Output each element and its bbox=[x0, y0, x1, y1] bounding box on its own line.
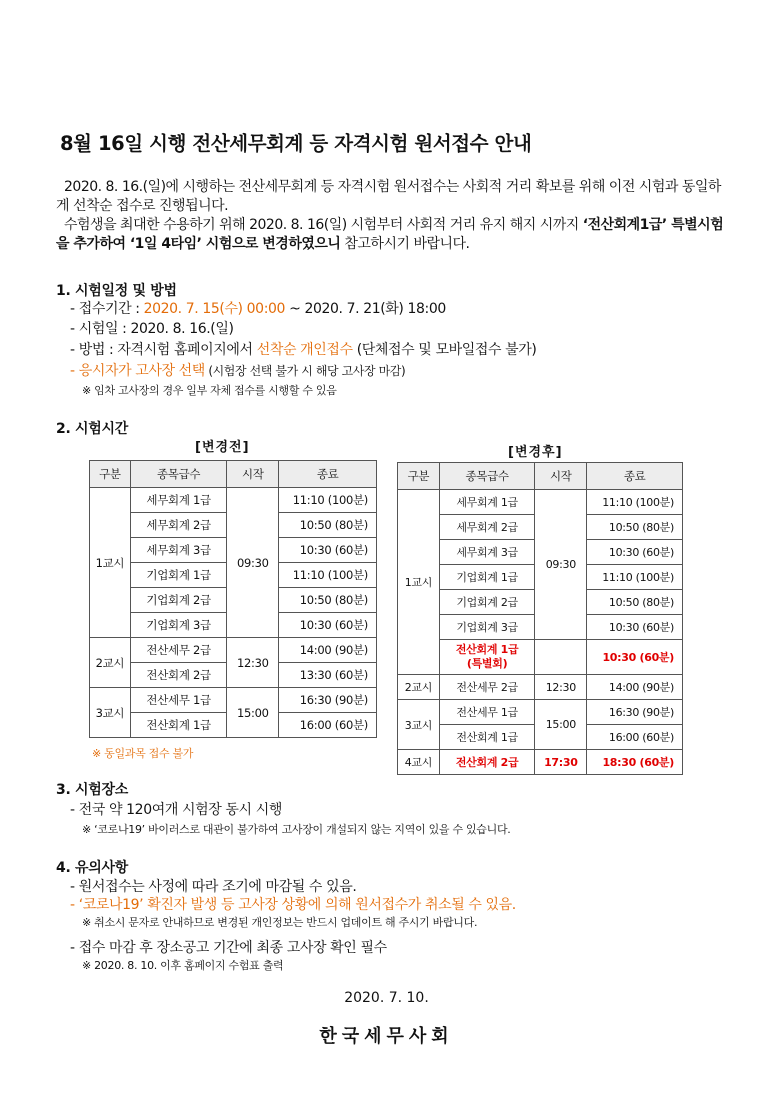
end-cell bbox=[587, 490, 683, 515]
end-cell bbox=[279, 663, 377, 688]
end-cell bbox=[279, 488, 377, 513]
end-cell bbox=[279, 538, 377, 563]
subject-cell: 전산세무 2급 bbox=[130, 638, 227, 663]
s1-line-period bbox=[70, 298, 446, 318]
s1-note: ※ 임차 고사장의 경우 일부 자체 접수를 시행할 수 있음 bbox=[82, 384, 337, 397]
duration: (80분) bbox=[642, 521, 674, 534]
end-time: 10:30 bbox=[299, 618, 332, 632]
end-cell bbox=[279, 563, 377, 588]
start-cell: 09:30 bbox=[535, 490, 587, 640]
subject-cell: 기업회계 2급 bbox=[130, 588, 227, 613]
end-cell bbox=[587, 675, 683, 700]
table-row bbox=[90, 638, 377, 663]
after-table-caption: [변경후] bbox=[508, 445, 563, 460]
subject-cell: 세무회계 3급 bbox=[439, 540, 535, 565]
duration: (60분) bbox=[334, 543, 368, 557]
end-cell bbox=[587, 615, 683, 640]
section-3-heading: 3. 시험장소 bbox=[56, 782, 128, 798]
duration: (100분) bbox=[327, 568, 368, 582]
duration: (80분) bbox=[334, 593, 368, 607]
duration: (60분) bbox=[642, 546, 674, 559]
special-label: (특별회) bbox=[466, 657, 508, 670]
start-cell: 12:30 bbox=[535, 675, 587, 700]
end-cell bbox=[279, 588, 377, 613]
end-time: 11:10 bbox=[602, 496, 633, 509]
table-row bbox=[90, 688, 377, 713]
start-cell: 09:30 bbox=[227, 488, 279, 638]
s1-line-select-tail: (시험장 선택 불가 시 해당 고사장 마감) bbox=[204, 364, 406, 378]
special-subject-cell bbox=[439, 640, 535, 675]
duration: (80분) bbox=[334, 518, 368, 532]
end-time: 10:50 bbox=[299, 518, 332, 532]
end-cell bbox=[279, 513, 377, 538]
end-time: 14:00 bbox=[608, 681, 640, 694]
intro-paragraphs bbox=[56, 178, 726, 254]
subject-cell: 전산세무 2급 bbox=[439, 675, 535, 700]
s1-line-period-start: 2020. 7. 15(수) 00:00 bbox=[143, 301, 286, 317]
table-row bbox=[398, 750, 683, 775]
table-row bbox=[398, 675, 683, 700]
end-cell bbox=[587, 540, 683, 565]
period-cell: 2교시 bbox=[398, 675, 440, 700]
subject-cell: 세무회계 1급 bbox=[439, 490, 535, 515]
end-time: 10:30 bbox=[608, 621, 640, 634]
s1-line-method bbox=[70, 339, 536, 359]
before-table-caption: [변경전] bbox=[195, 440, 250, 455]
end-time: 11:10 bbox=[292, 568, 325, 582]
duration: (80분) bbox=[642, 596, 674, 609]
s1-line-method-highlight: 선착순 개인접수 bbox=[256, 342, 353, 358]
end-time: 10:50 bbox=[608, 521, 640, 534]
end-cell bbox=[587, 590, 683, 615]
end-time: 10:50 bbox=[299, 593, 332, 607]
table-row bbox=[90, 488, 377, 513]
s1-line-period-label: - 접수기간 : bbox=[70, 301, 144, 317]
end-time: 16:00 bbox=[608, 731, 640, 744]
subject-cell: 세무회계 1급 bbox=[130, 488, 227, 513]
duration: (60분) bbox=[639, 756, 674, 769]
subject-cell: 전산회계 1급 bbox=[439, 725, 535, 750]
s2-note: ※ 동일과목 접수 불가 bbox=[92, 747, 194, 760]
end-time: 14:00 bbox=[299, 643, 332, 657]
end-cell bbox=[279, 713, 377, 738]
section-2-heading: 2. 시험시간 bbox=[56, 421, 128, 437]
s1-line-select bbox=[70, 360, 405, 380]
duration: (60분) bbox=[642, 731, 674, 744]
subject-cell: 기업회계 1급 bbox=[439, 565, 535, 590]
period-cell: 1교시 bbox=[398, 490, 440, 675]
duration: (100분) bbox=[327, 493, 368, 507]
section-4-heading: 4. 유의사항 bbox=[56, 860, 128, 876]
duration: (90분) bbox=[334, 643, 368, 657]
end-time: 10:30 bbox=[299, 543, 332, 557]
duration: (60분) bbox=[334, 618, 368, 632]
start-cell: 12:30 bbox=[227, 638, 279, 688]
end-time: 18:30 bbox=[602, 756, 636, 769]
duration: (60분) bbox=[334, 718, 368, 732]
duration: (60분) bbox=[639, 651, 674, 664]
header-cell: 종목급수 bbox=[130, 461, 227, 488]
intro-paragraph-2 bbox=[56, 216, 726, 254]
subject-cell: 전산회계 2급 bbox=[439, 750, 535, 775]
special-start-cell bbox=[535, 640, 587, 675]
schedule-before-table bbox=[89, 460, 377, 738]
end-cell bbox=[587, 565, 683, 590]
issue-date: 2020. 7. 10. bbox=[344, 990, 429, 1006]
table-row-special bbox=[398, 640, 683, 675]
intro-p2-tail: 참고하시기 바랍니다. bbox=[340, 236, 470, 252]
schedule-after-table bbox=[397, 462, 683, 775]
end-cell bbox=[279, 638, 377, 663]
end-time: 11:10 bbox=[602, 571, 633, 584]
end-cell bbox=[587, 515, 683, 540]
subject-cell: 기업회계 2급 bbox=[439, 590, 535, 615]
special-subject: 전산회계 1급 bbox=[455, 643, 519, 656]
end-cell bbox=[587, 700, 683, 725]
s4-note-1: ※ 취소시 문자로 안내하므로 변경된 개인정보는 반드시 업데이트 해 주시기 바랍니다. bbox=[82, 916, 478, 929]
s1-line-period-end: ~ 2020. 7. 21(화) 18:00 bbox=[285, 301, 446, 317]
s1-line-method-label: - 방법 : 자격시험 홈페이지에서 bbox=[70, 342, 257, 358]
end-time: 13:30 bbox=[299, 668, 332, 682]
intro-paragraph-1: 2020. 8. 16.(일)에 시행하는 전산세무회계 등 자격시험 원서접수는 사회적 거리 확보를 위해 이전 시험과 동일하게 선착순 접수로 진행됩니다. bbox=[56, 179, 721, 214]
duration: (60분) bbox=[642, 621, 674, 634]
period-cell: 1교시 bbox=[90, 488, 131, 638]
s1-line-date: - 시험일 : 2020. 8. 16.(일) bbox=[70, 321, 234, 337]
period-cell: 3교시 bbox=[90, 688, 131, 738]
table-header-row bbox=[90, 461, 377, 488]
header-cell: 시작 bbox=[227, 461, 279, 488]
subject-cell: 기업회계 1급 bbox=[130, 563, 227, 588]
special-end-cell bbox=[587, 640, 683, 675]
table-row bbox=[398, 490, 683, 515]
period-cell: 3교시 bbox=[398, 700, 440, 750]
duration: (100분) bbox=[635, 571, 674, 584]
s1-line-method-tail: (단체접수 및 모바일접수 불가) bbox=[352, 342, 537, 358]
subject-cell: 전산세무 1급 bbox=[130, 688, 227, 713]
subject-cell: 기업회계 3급 bbox=[130, 613, 227, 638]
header-cell: 구분 bbox=[398, 463, 440, 490]
subject-cell: 전산회계 2급 bbox=[130, 663, 227, 688]
s4-line-2: - ‘코로나19’ 확진자 발생 등 고사장 상황에 의해 원서접수가 취소될 수 있음. bbox=[70, 897, 516, 913]
subject-cell: 기업회계 3급 bbox=[439, 615, 535, 640]
subject-cell: 세무회계 2급 bbox=[130, 513, 227, 538]
s3-line-1: - 전국 약 120여개 시험장 동시 시행 bbox=[70, 802, 282, 818]
s3-note: ※ ‘코로나19’ 바이러스로 대관이 불가하여 고사장이 개설되지 않는 지역이 있을 수 있습니다. bbox=[82, 823, 511, 836]
end-time: 16:00 bbox=[299, 718, 332, 732]
start-cell: 15:00 bbox=[227, 688, 279, 738]
subject-cell: 세무회계 2급 bbox=[439, 515, 535, 540]
subject-cell: 세무회계 3급 bbox=[130, 538, 227, 563]
start-cell: 15:00 bbox=[535, 700, 587, 750]
page-title: 8월 16일 시행 전산세무회계 등 자격시험 원서접수 안내 bbox=[60, 132, 532, 155]
end-cell bbox=[279, 688, 377, 713]
header-cell: 구분 bbox=[90, 461, 131, 488]
intro-p2-bold: ‘전산회계1급’ 특별시험을 추가하여 ‘1일 4타임’ 시험으로 변경하였으니 bbox=[56, 217, 724, 252]
duration: (90분) bbox=[642, 681, 674, 694]
section-1-heading: 1. 시험일정 및 방법 bbox=[56, 283, 177, 299]
intro-p2-text: 수험생을 최대한 수용하기 위해 2020. 8. 16(일) 시험부터 사회적 거리 유지 해지 시까지 bbox=[64, 217, 583, 233]
table-header-row bbox=[398, 463, 683, 490]
s1-line-select-highlight: - 응시자가 고사장 선택 bbox=[70, 363, 205, 379]
end-time: 16:30 bbox=[299, 693, 332, 707]
end-time: 10:30 bbox=[602, 651, 636, 664]
s4-line-1: - 원서접수는 사정에 따라 조기에 마감될 수 있음. bbox=[70, 879, 357, 895]
duration: (90분) bbox=[642, 706, 674, 719]
end-cell bbox=[587, 725, 683, 750]
period-cell: 4교시 bbox=[398, 750, 440, 775]
header-cell: 종료 bbox=[587, 463, 683, 490]
duration: (60분) bbox=[334, 668, 368, 682]
header-cell: 종목급수 bbox=[439, 463, 535, 490]
table-row bbox=[398, 700, 683, 725]
start-cell: 17:30 bbox=[535, 750, 587, 775]
end-cell bbox=[279, 613, 377, 638]
header-cell: 시작 bbox=[535, 463, 587, 490]
header-cell: 종료 bbox=[279, 461, 377, 488]
s4-line-3: - 접수 마감 후 장소공고 기간에 최종 고사장 확인 필수 bbox=[70, 940, 387, 956]
subject-cell: 전산세무 1급 bbox=[439, 700, 535, 725]
duration: (100분) bbox=[635, 496, 674, 509]
end-time: 10:50 bbox=[608, 596, 640, 609]
period-cell: 2교시 bbox=[90, 638, 131, 688]
duration: (90분) bbox=[334, 693, 368, 707]
end-time: 10:30 bbox=[608, 546, 640, 559]
end-time: 11:10 bbox=[292, 493, 325, 507]
organization-name: 한국세무사회 bbox=[319, 1026, 454, 1047]
subject-cell: 전산회계 1급 bbox=[130, 713, 227, 738]
end-cell bbox=[587, 750, 683, 775]
s4-note-2: ※ 2020. 8. 10. 이후 홈페이지 수험표 출력 bbox=[82, 959, 284, 972]
end-time: 16:30 bbox=[608, 706, 640, 719]
